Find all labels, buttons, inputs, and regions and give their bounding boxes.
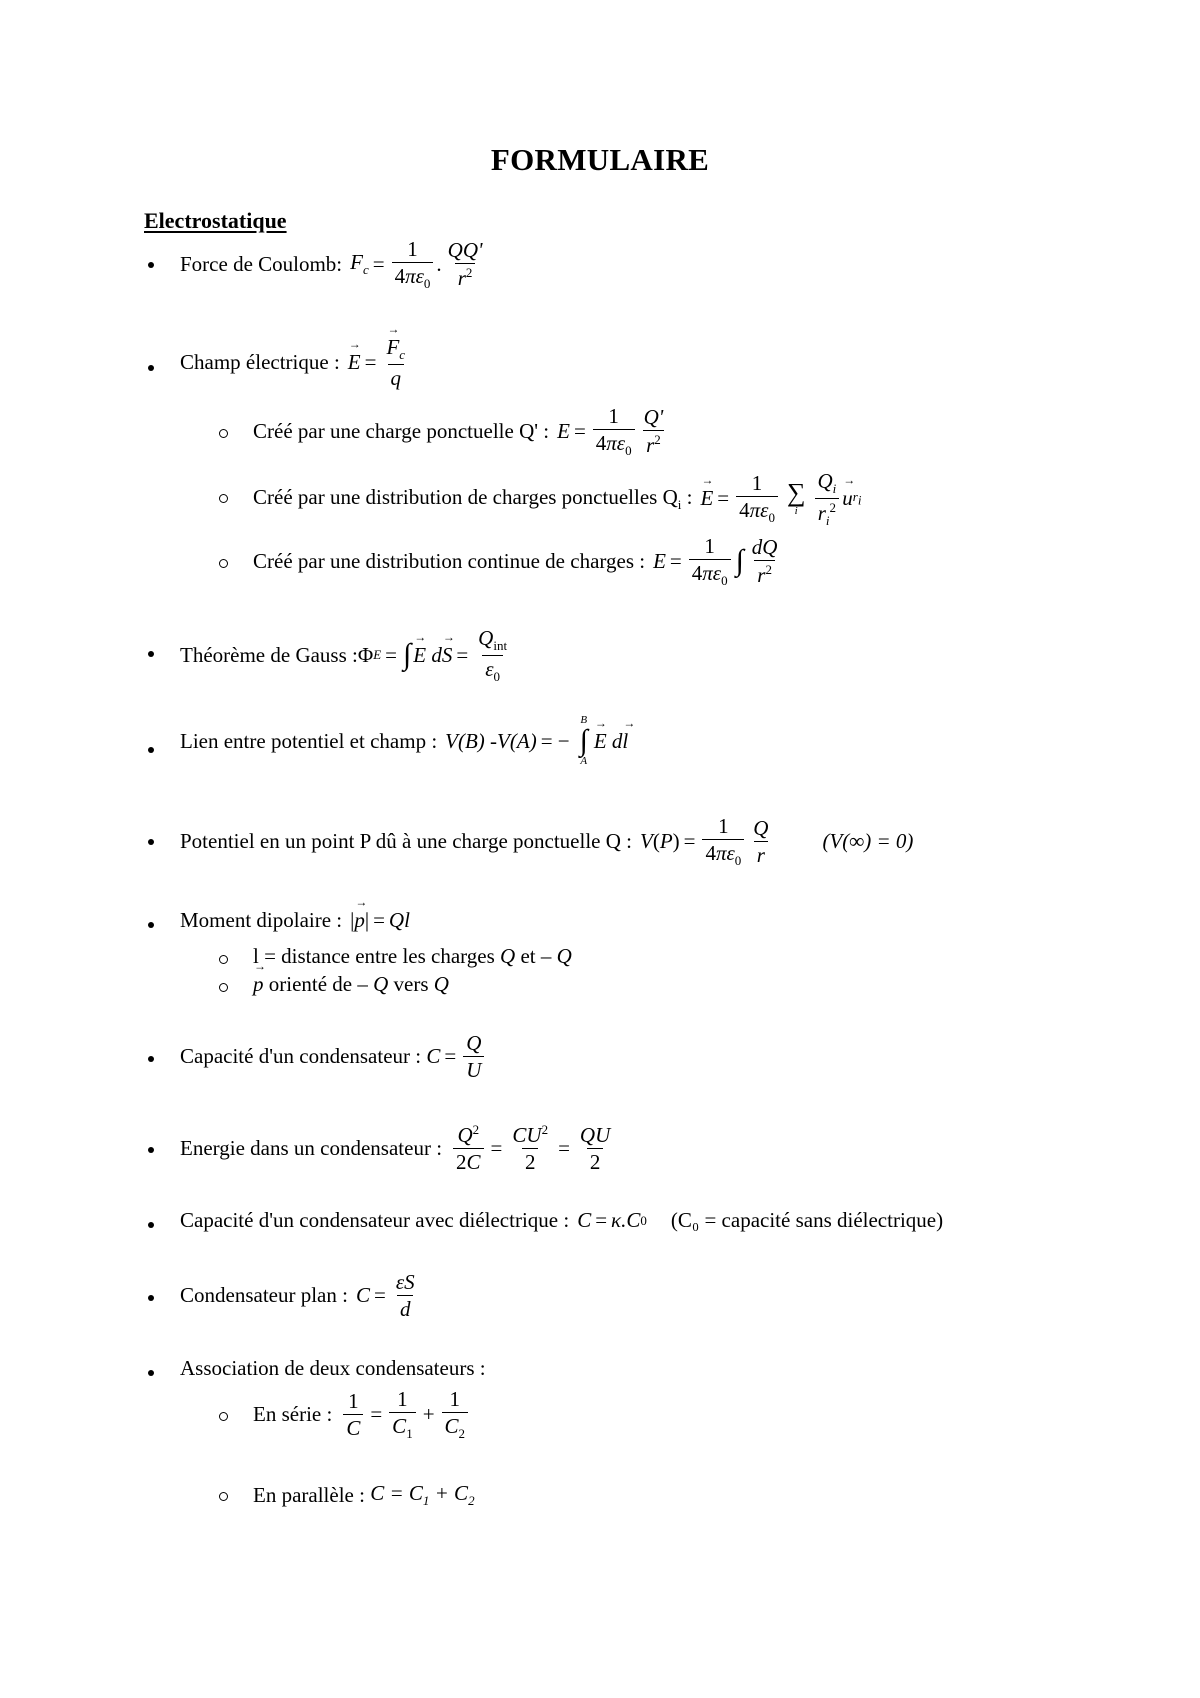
bullet — [148, 365, 154, 371]
sub-bullet — [219, 559, 228, 568]
dipole-distance: l = distance entre les charges Q et – Q — [253, 944, 572, 968]
formula-champ-ponctuelle: Créé par une charge ponctuelle Q' : E = $\frac{1}{4\pi\varepsilon_0}$ $\frac{Q'}{r^2}$ — [253, 404, 664, 459]
label-potentiel: Potentiel en un point P dû à une charge ponctuelle Q : — [180, 828, 632, 853]
sub-bullet — [219, 1412, 228, 1421]
formula-plan: Condensateur plan : C = $\frac{\varepsilon S}{d}$ — [180, 1270, 415, 1322]
formula-gauss: Théorème de Gauss : Φ E = ∫ → E d → S = $\frac{Q_{int}}{\varepsilon_0}$ — [180, 627, 513, 684]
dipole-l-label: l = distance entre les charges — [253, 944, 495, 968]
bullet — [148, 651, 154, 657]
label-association: Association de deux condensateurs : — [180, 1356, 486, 1380]
label-champ-ponctuelle: Créé par une charge ponctuelle Q' : — [253, 418, 550, 443]
label-champ-continue: Créé par une distribution continue de charges : — [253, 548, 646, 573]
formula-coulomb: Force de Coulomb: $F_c$ = $\frac{1}{4\pi\varepsilon_0}$ . $\frac{QQ'}{r^2}$ — [180, 237, 483, 292]
label-parallele: En parallèle : — [253, 1482, 365, 1507]
bullet — [148, 262, 154, 268]
label-serie: En série : — [253, 1401, 333, 1426]
label-gauss: Théorème de Gauss : — [180, 642, 358, 667]
formula-serie: En série : $\frac{1}{C}$ = $\frac{1}{C_1}$ + $\frac{1}{C_2}$ — [253, 1388, 471, 1441]
label-plan: Condensateur plan : — [180, 1283, 348, 1308]
formula-dipole: Moment dipolaire : | → p | = Ql — [180, 908, 410, 933]
formula-champ-distribution: Créé par une distribution de charges ponctuelles $Q_i$ : → E = $\frac{1}{4\pi\varepsilon_0}$ ∑ i $\frac{Q_i}{r_i^2}$ → u $r_i$ — [253, 470, 861, 528]
label-dipole: Moment dipolaire : — [180, 908, 343, 932]
formula-dielectrique: Capacité d'un condensateur avec diélectrique : C = κ.C 0 (C₀ = capacité sans diélectrique) — [180, 1208, 944, 1232]
formula-capacite: Capacité d'un condensateur : C = $\frac{Q}{U}$ — [180, 1032, 487, 1081]
sub-bullet — [219, 955, 228, 964]
bullet — [148, 1056, 154, 1062]
label-champ: Champ électrique : — [180, 349, 340, 374]
dielectrique-note: (C₀ = capacité sans diélectrique) — [670, 1208, 944, 1232]
label-coulomb: Force de Coulomb: — [180, 251, 343, 276]
bullet — [148, 1147, 154, 1153]
dipole-orientation: → p orienté de – Q vers Q — [253, 972, 449, 997]
bullet — [148, 1295, 154, 1301]
label-energie: Energie dans un condensateur : — [180, 1135, 443, 1160]
formula-lien: Lien entre potentiel et champ : V(B) -V(A) = − B ∫ A → E d → l — [180, 715, 628, 767]
sub-bullet — [219, 494, 228, 503]
section-heading: Electrostatique — [144, 208, 287, 233]
bullet — [148, 1222, 154, 1228]
sub-bullet — [219, 983, 228, 992]
label-lien: Lien entre potentiel et champ : — [180, 728, 438, 753]
bullet — [148, 747, 154, 753]
formula-potentiel: Potentiel en un point P dû à une charge ponctuelle Q : V ( P ) = $\frac{1}{4\pi\varepsilon_0}$ $\frac{Q}{r}$ (V(∞) = 0) — [180, 814, 914, 869]
label-champ-distribution: Créé par une distribution de charges ponctuelles $Q_i$ : — [253, 484, 693, 512]
label-dielectrique: Capacité d'un condensateur avec diélectrique : — [180, 1208, 570, 1232]
label-capacite: Capacité d'un condensateur : — [180, 1044, 422, 1069]
formula-parallele: En parallèle : $C = C_1 + C_2$ — [253, 1481, 475, 1509]
formula-champ: Champ électrique : → E = → $\frac{F_c}{q}$ — [180, 336, 411, 389]
bullet — [148, 839, 154, 845]
formula-association — [180, 1356, 486, 1381]
formula-energie: Energie dans un condensateur : $\frac{Q^2}{2C}$ = $\frac{CU^2}{2}$ = $\frac{QU}{2}$ — [180, 1122, 611, 1175]
bullet — [148, 922, 154, 928]
formula-champ-continue: Créé par une distribution continue de charges : E = $\frac{1}{4\pi\varepsilon_0}$ ∫ $\frac{dQ}{r^2}$ — [253, 534, 778, 589]
sub-bullet — [219, 429, 228, 438]
page-title: FORMULAIRE — [490, 142, 710, 177]
potentiel-note: (V(∞) = 0) — [822, 828, 914, 853]
bullet — [148, 1370, 154, 1376]
sub-bullet — [219, 1492, 228, 1501]
dipole-p-label: orienté de — [268, 972, 353, 996]
